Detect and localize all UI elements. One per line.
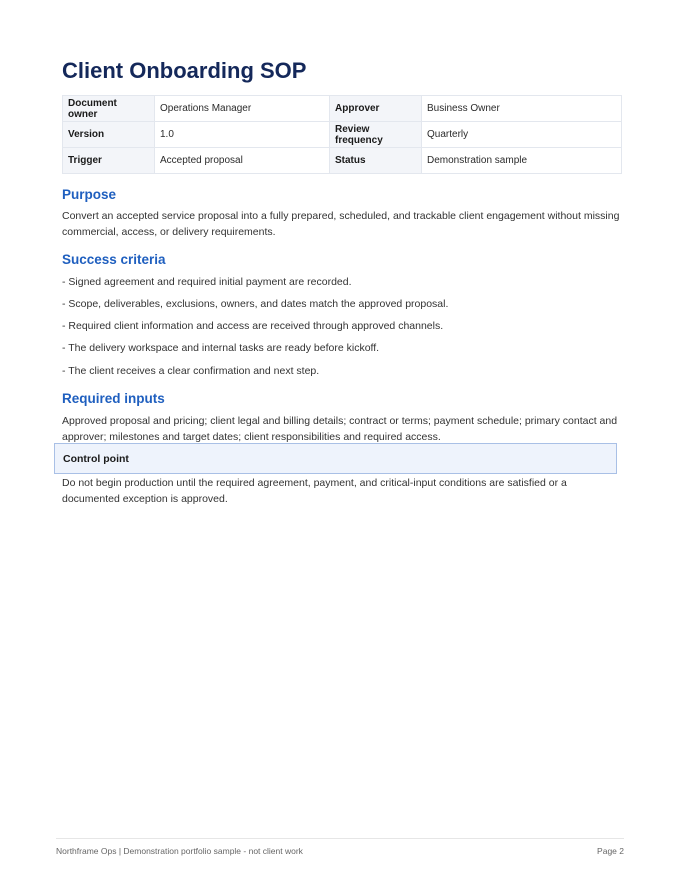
required-inputs-heading: Required inputs <box>62 391 165 406</box>
meta-label-review-frequency: Review frequency <box>330 122 422 148</box>
control-point-label: Control point <box>63 453 129 465</box>
purpose-heading: Purpose <box>62 187 117 202</box>
meta-value-review-frequency: Quarterly <box>422 122 622 148</box>
purpose-text: Convert an accepted service proposal into a fully prepared, scheduled, and trackable client engagement without missing commercial, access, or delivery requirements. <box>62 210 620 238</box>
success-criteria-heading: Success criteria <box>62 252 166 267</box>
meta-label-trigger: Trigger <box>63 148 155 174</box>
control-point-box <box>54 443 617 474</box>
table-row <box>63 148 622 174</box>
meta-value-status: Demonstration sample <box>422 148 622 174</box>
list-item: - Signed agreement and required initial payment are recorded. <box>62 276 352 288</box>
page-number: Page 2 <box>597 846 624 856</box>
meta-label-status: Status <box>330 148 422 174</box>
list-item: - The client receives a clear confirmation and next step. <box>62 365 320 377</box>
meta-value-document-owner: Operations Manager <box>155 96 330 122</box>
meta-value-trigger: Accepted proposal <box>155 148 330 174</box>
meta-value-approver: Business Owner <box>422 96 622 122</box>
table-row <box>63 122 622 148</box>
meta-label-approver: Approver <box>330 96 422 122</box>
control-point-text: Do not begin production until the required agreement, payment, and critical-input conditions are satisfied or a documented exception is approved. <box>62 477 567 505</box>
footer-divider <box>56 838 624 839</box>
meta-label-document-owner: Document owner <box>63 96 155 122</box>
document-title: Client Onboarding SOP <box>62 58 307 83</box>
list-item: - Required client information and access are received through approved channels. <box>62 320 444 332</box>
required-inputs-text: Approved proposal and pricing; client legal and billing details; contract or terms; payment schedule; primary contact and approver; milestones and target dates; client responsibilities and required access. <box>62 415 618 443</box>
meta-label-version: Version <box>63 122 155 148</box>
meta-value-version: 1.0 <box>155 122 330 148</box>
list-item: - The delivery workspace and internal tasks are ready before kickoff. <box>62 342 380 354</box>
footer-text: Northframe Ops | Demonstration portfolio sample - not client work <box>56 846 303 856</box>
list-item: - Scope, deliverables, exclusions, owners, and dates match the approved proposal. <box>62 298 449 310</box>
metadata-table <box>62 95 622 174</box>
table-row <box>63 96 622 122</box>
